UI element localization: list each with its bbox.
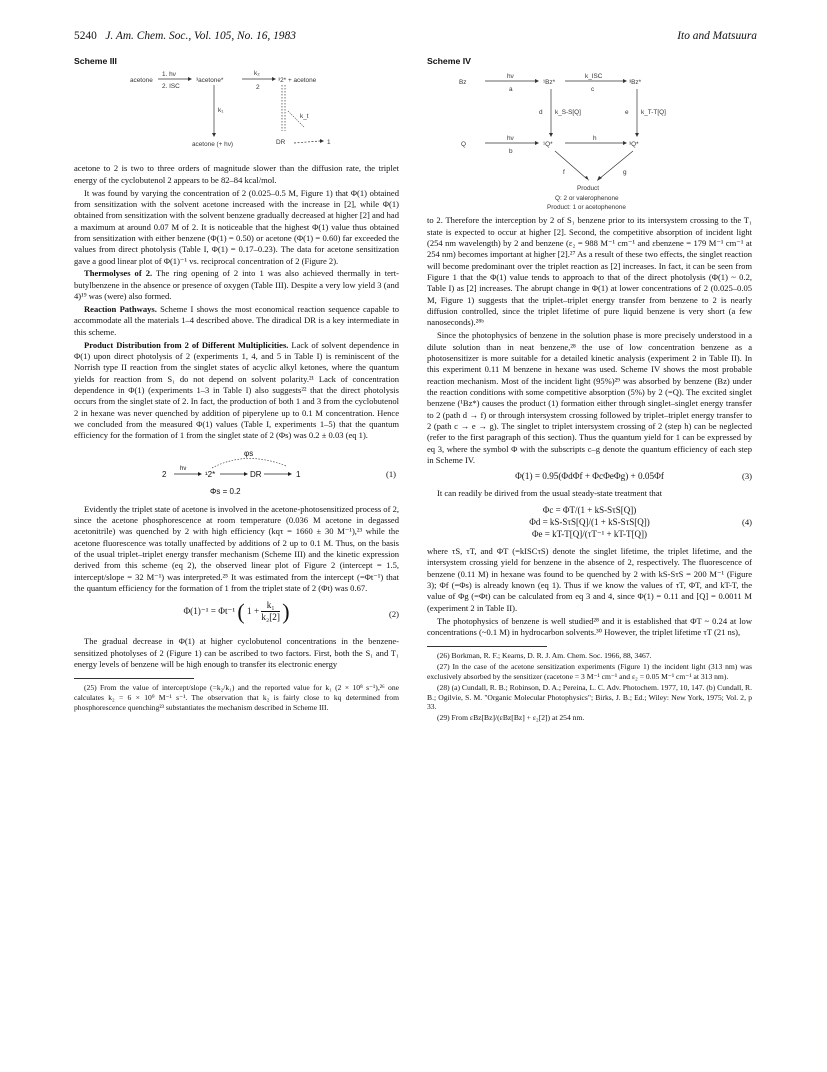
paragraph: Reaction Pathways. Scheme I shows the most economical reaction sequence capable to accommodate all the materials 1–4 described above. The diradical DR is a key intermediate in this scheme. [74, 303, 399, 337]
scheme-iv-g: g [623, 169, 627, 177]
paragraph: Since the photophysics of benzene in the solution phase is more precisely understood in a dilute solution than in neat benzene,²⁸ the use of low concentration benzene as a photosensitizer is more suitable for a detailed kinetic analysis (experiment 2 in Table II). In this experiment 0.11 M benzene in hexane was used. Scheme IV shows the most probable reaction mechanism. Most of the incident light (95%)²⁹ was absorbed by benzene (Bz) under the reaction conditions with some competitive absorption (5%) by 2 (=Q). The excited singlet benzene (¹Bz*) causes the product (1) formation either through singlet–singlet energy transfer to 2 (path d → f) or through intersystem crossing followed by triplet–triplet energy transfer to 2 (path c → e → g). The singlet to triplet intersystem crossing of 2 (step h) can be neglected (refer to the first paragraph of this section). Thus the quantum yield for 1 can be expressed by eq 3, where the symbol Φ with the subscripts c–g denote the quantum efficiency of each step in Scheme IV. [427, 330, 752, 466]
scheme-iii-arrows [74, 71, 399, 157]
scheme-iv-bz-triplet: ³Bz* [629, 79, 642, 87]
scheme-iv-legend-q: Q: 2 or valerophenone [555, 195, 619, 203]
scheme-iv-kss: k_S-S[Q] [555, 109, 581, 117]
journal-citation: J. Am. Chem. Soc., Vol. 105, No. 16, 1983 [105, 30, 296, 42]
equation-1 [74, 448, 399, 498]
eq1-two-singlet: ¹2* [205, 469, 216, 479]
paragraph: where τS, τT, and ΦT (=kISCτS) denote the singlet lifetime, the triplet lifetime, and the intersystem crossing yield for benzene in the absence of 2, respectively. The fluorescence of benzene (0.11 M) in hexane was found to be quenched by 2 with kS-SτS = 200 M⁻¹ (Figure 3); Φf (=Φs) is already known (eq 1). Thus if we know the values of τT, ΦT, and kT-T, the value of Φg (=Φt) can be calculated from eq 3 and 4, since Φ(1) = 0.11 and [Q] = 0.0011 M (experiment 2 in Table II). [427, 546, 752, 613]
scheme-iii-title: Scheme III [74, 56, 117, 66]
scheme-iii-acetone-hv: acetone (+ hν) [192, 141, 234, 149]
scheme-iii-one: 1 [327, 139, 331, 147]
equation-3: Φ(1) = 0.95(ΦdΦf + ΦcΦeΦg) + 0.05Φf (3) [515, 471, 752, 482]
fraction: $\frac{\text{k₁}}{\text{k₂[2]}}$ [261, 600, 280, 623]
scheme-iii-acetone: acetone [130, 77, 153, 85]
paragraph: Thermolyses of 2. The ring opening of 2 into 1 was also achieved thermally in tert-butylbenzene in the absence or presence of oxygen (Table III). Despite a very low yield 3 (and 4)¹⁹ was (were) also formed. [74, 268, 399, 302]
paragraph: It can readily be dirived from the usual steady-state treatment that [437, 487, 662, 498]
scheme-iii-dr: DR [276, 139, 286, 147]
scheme-iii-two: 2 [256, 84, 260, 92]
scheme-iii-two-triplet: ³2* + acetone [278, 77, 317, 85]
eq1-one: 1 [296, 469, 301, 479]
scheme-iv-hv-b: hν [507, 135, 514, 143]
footnote: (27) In the case of the acetone sensitization experiments (Figure 1) the incident light (313 nm) was exclusively absorbed by the sensitizer (εacetone = 3 M⁻¹ cm⁻¹ and ε₂ = 0.05 M⁻¹ cm⁻¹ at 313 nm). [427, 662, 752, 682]
scheme-iv-a: a [509, 86, 513, 94]
section-heading: Product Distribution from 2 of Different Multiplicities. [84, 339, 289, 350]
equation-2: Φ(1)⁻¹ = Φt⁻¹ ( 1 + $\frac{\text{k₁}}{\text{k₂[2]}}$ ) (2) [183, 599, 399, 625]
paragraph: to 2. Therefore the interception by 2 of S₁ benzene prior to its intersystem crossing to the T₁ state is expected to occur at higher [2]. Second, the competitive absorption of incident light (254 nm wavelength) by 2 and benzene (ε₂ = 988 M⁻¹ cm⁻¹ and εbenzene = 179 M⁻¹ cm⁻¹ at 254 nm) becomes important at higher [2].²⁷ As a result of these two effects, the singlet reaction will become predominant over the triplet reaction as [2] increases. In fact, it can be seen from Figure 1 that the Φ(1) value tends to approach to that of the direct photolysis (Φ(1) ~ 0.2, Table I) as [2] increases. The abrupt change in Φ(1) at lower concentrations of 2 (0.025–0.05 M, Figure 1) suggests that the triplet–triplet energy transfer from benzene to 2 is nearly diffusion controlled, since the triplet lifetime of pure liquid benzene is very short (a few nanoseconds).²⁸ᵇ [427, 215, 752, 328]
scheme-iii-kt: k_t [300, 113, 309, 121]
scheme-iv-bz-singlet: ¹Bz* [543, 79, 556, 87]
scheme-iv-product: Product [577, 185, 600, 193]
page-number: 5240 [74, 30, 97, 42]
paragraph: Product Distribution from 2 of Different Multiplicities. Lack of solvent dependence in Φ(1) upon direct photolysis of 2 (experiments 1, 4, and 5 in Table I) is reminiscent of the Norrish type II reaction from the singlet states of acyclic alkyl ketones, where the quantum yields for reaction from S₁ do not depend on solvent polarity.²¹ Lack of concentration dependence in Φ(1) (experiments 1–3 in Table I) also suggests²² that the direct photolysis occurs from the singlet state of 2. In fact, the production of both 1 and 3 from the cyclobutenol 2 in hexane was never quenched by addition of piperylene up to 0.1 M concentration. Hence we concluded from the measured Φ(1) values (Table I, experiments 1–5) that the quantum efficiency for the formation of 1 from the singlet state of 2 (Φs) was 0.2 ± 0.03 (eq 1). [74, 339, 399, 441]
eq1-phi-s: Φs = 0.2 [210, 486, 241, 496]
scheme-iv-title: Scheme IV [427, 56, 471, 66]
scheme-iv-hv-a: hν [507, 73, 514, 81]
scheme-iii-k1: k₁ [218, 107, 224, 115]
footnote: (26) Borkman, R. F.; Kearns, D. R. J. Am. Chem. Soc. 1966, 88, 3467. [437, 651, 652, 661]
scheme-iv-e: e [625, 109, 629, 117]
eq1-phi-s-top: φs [244, 448, 254, 458]
scheme-iii-acetone-triplet: ³acetone* [196, 77, 224, 85]
scheme-iv-q-singlet: ¹Q* [543, 141, 553, 149]
scheme-iii [74, 71, 399, 157]
equation-number: (2) [389, 609, 399, 620]
equation-number: (1) [386, 468, 396, 479]
right-column [427, 56, 752, 725]
running-header [74, 30, 757, 46]
eq1-hv: hν [180, 465, 187, 472]
equation-number: (3) [742, 471, 752, 482]
paragraph: The gradual decrease in Φ(1) at higher cyclobutenol concentrations in the benzene-sensitized photolyses of 2 (Figure 1) can be ascribed to two factors. First, both the S₁ and T₁ energy levels of benzene will be high enough to transfer its electronic energy [74, 636, 399, 670]
eq1-dr: DR [250, 469, 262, 479]
equation-4: Φc = ΦT/(1 + kS-SτS[Q]) Φd = kS-SτS[Q]/(1 + kS-SτS[Q]) Φe = kT-T[Q]/(τT⁻¹ + kT-T[Q]) (4) [529, 505, 752, 540]
scheme-iii-k2: k₂ [254, 70, 260, 78]
footnote: (29) From εBz[Bz]/(εBz[Bz] + ε₂[2]) at 254 nm. [437, 713, 585, 723]
scheme-iv-d: d [539, 109, 543, 117]
scheme-iv-h: h [593, 135, 597, 143]
scheme-iv-b: b [509, 148, 513, 156]
left-column [74, 56, 399, 714]
footnote: (25) From the value of intercept/slope (=k₂/k₁) and the reported value for k₁ (2 × 10⁸ s⁻¹),²⁶ one calculates k₂ = 6 × 10⁹ M⁻¹ s⁻¹. The observation that k₂ is fairly close to kq determined from phosphorescence quenching²³ substantiates the mechanism described in Scheme III. [74, 683, 399, 712]
scheme-iv-ktt: k_T-T[Q] [641, 109, 666, 117]
section-heading: Thermolyses of 2. [84, 268, 153, 279]
scheme-iii-isc: 2. ISC [162, 83, 180, 91]
paragraph: Evidently the triplet state of acetone is involved in the acetone-photosensitized process of 2, since the acetone phosphorescence at room temperature (0.036 M acetone in degassed acetonitrile) was quenched by 2 with high efficiency (kqτ = 1660 ± 30 M⁻¹),²³ while the acetone fluorescence was totally unaffected by additions of 2 up to 0.1 M. Thus, on the basis of the usual triplet–triplet energy transfer mechanism (Scheme III) and the kinetic expression derived from this scheme (eq 2), the observed linear plot of Figure 2 (intercept = 1.5, intercept/slope = 32 M⁻¹) was interpreted.²⁵ It was estimated from the intercept (=Φt⁻¹) that the quantum efficiency for the formation of 1 from the triplet state of 2 (Φt) was 0.67. [74, 503, 399, 593]
footnote-rule [427, 646, 547, 647]
scheme-iv-q-triplet: ³Q* [629, 141, 639, 149]
scheme-iv-legend-product: Product: 1 or acetophenone [547, 204, 626, 212]
scheme-iii-hv: 1. hν [162, 71, 176, 79]
scheme-iv [427, 71, 752, 211]
footnote: (28) (a) Cundall, R. B.; Robinson, D. A.; Pereina, L. C. Adv. Photochem. 1977, 10, 147. (b) Cundall, R. B.; Ogilvie, S. M. "Organic Molecular Photophysics"; Birks, J. B.; Ed.; Wiley: New York, 1975; Vol. 2, p 33. [427, 683, 752, 712]
running-authors: Ito and Matsuura [677, 30, 757, 42]
section-heading: Reaction Pathways. [84, 303, 157, 314]
paragraph: The photophysics of benzene is well studied²⁸ and it is established that ΦT ~ 0.24 at low concentrations (~0.1 M) in hydrocarbon solvents.³⁰ However, the triplet lifetime τT (21 ns), [427, 615, 752, 637]
paragraph: It was found by varying the concentration of 2 (0.025–0.5 M, Figure 1) that Φ(1) obtained from sensitization with the solvent acetone increased with the increase in [2], while Φ(1) obtained from sensitization with the solvent benzene gradually decreased at higher [2] and had a maximum at around 0.07 M of 2. It is noticeable that the highest Φ(1) value thus obtained from sensitization with either benzene (Φ(1) = 0.50) or acetone (Φ(1) = 0.60) far exceeded the values from direct photolysis (Table I, Φ(1) = 0.17–0.23). The data for acetone sensitization gave a good linear plot of Φ(1)⁻¹ vs. reciprocal concentration of 2 (Figure 2). [74, 187, 399, 266]
eq1-two: 2 [162, 469, 167, 479]
footnote-rule [74, 678, 194, 679]
equation-number: (4) [742, 517, 752, 528]
scheme-iv-c: c [591, 86, 595, 94]
paragraph: acetone to 2 is two to three orders of magnitude slower than the diffusion rate, the triplet energy of the cyclobutenol 2 appears to be 82–84 kcal/mol. [74, 163, 399, 185]
scheme-iv-bz: Bz [459, 79, 467, 87]
scheme-iv-q: Q [461, 141, 466, 149]
scheme-iv-f: f [563, 169, 565, 177]
scheme-iv-kisc: k_ISC [585, 73, 603, 81]
